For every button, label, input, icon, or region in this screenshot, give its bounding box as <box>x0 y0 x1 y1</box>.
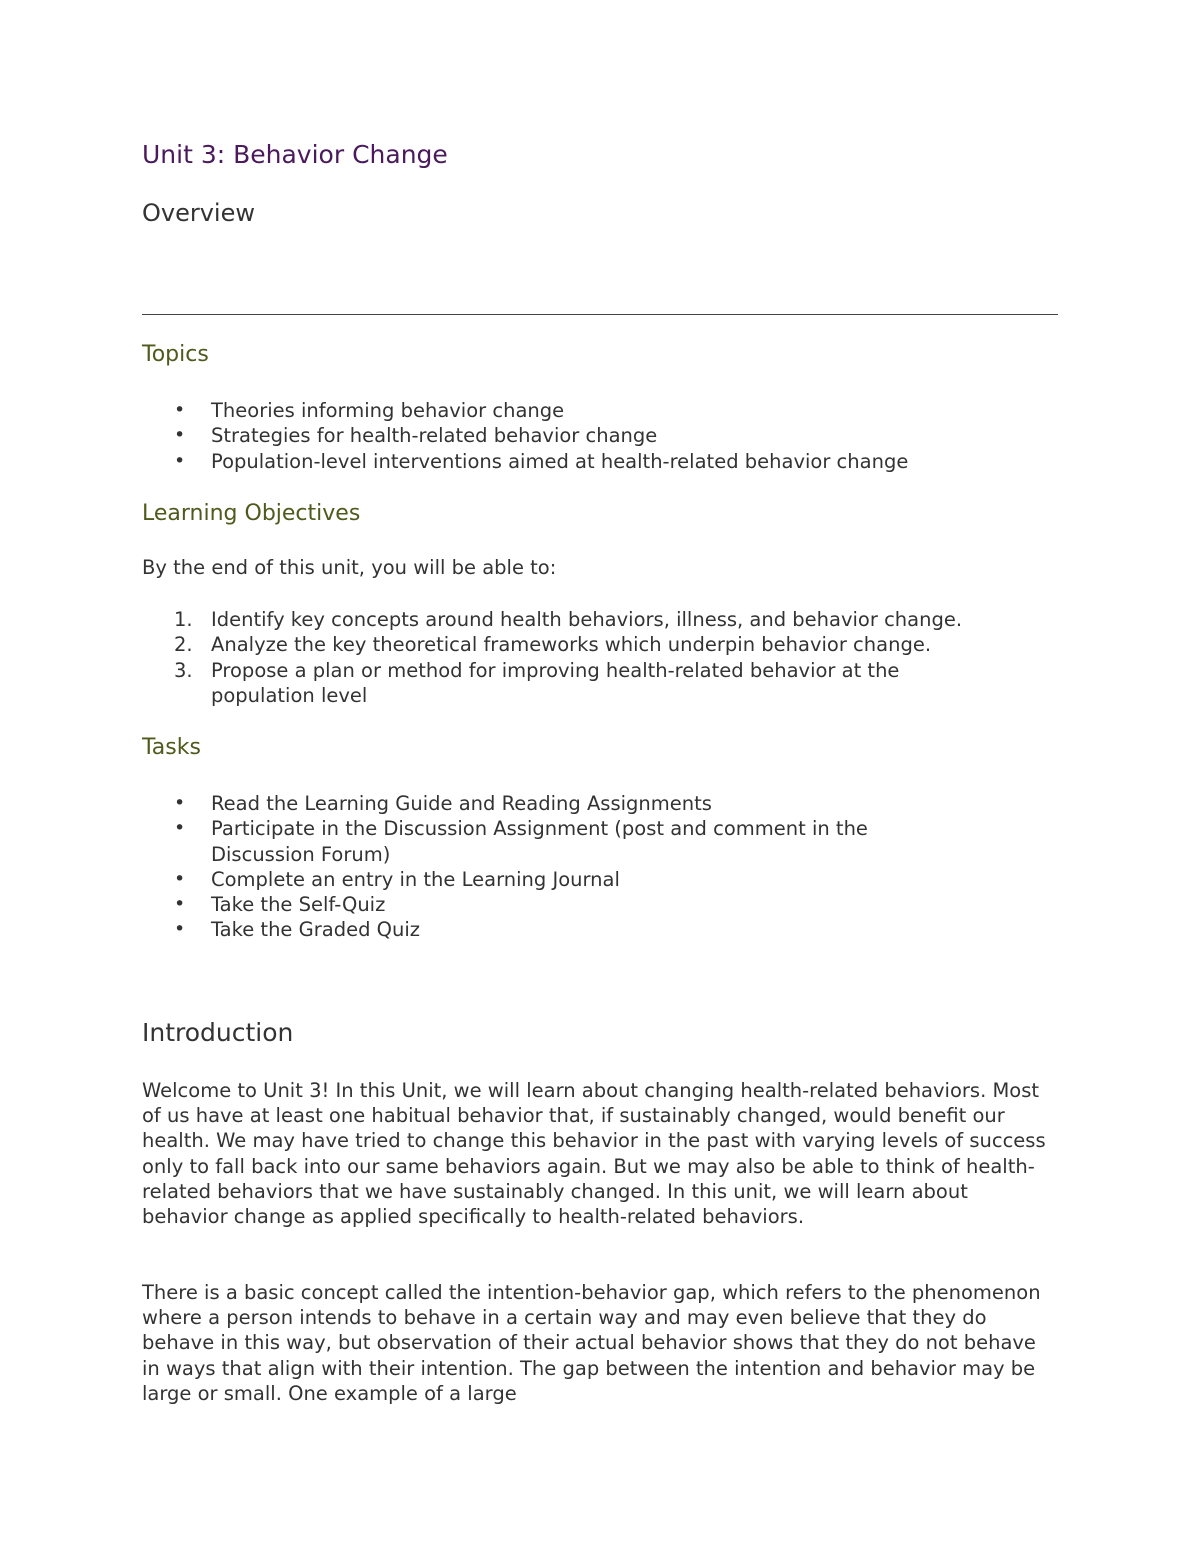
list-item <box>142 816 1058 867</box>
list-number: 1. <box>174 608 193 631</box>
page-title: Unit 3: Behavior Change <box>142 140 448 169</box>
objectives-list <box>142 607 1058 708</box>
horizontal-divider <box>142 314 1058 315</box>
task-text: Complete an entry in the Learning Journal <box>211 867 620 891</box>
topic-text: Strategies for health-related behavior change <box>211 424 658 448</box>
topic-text: Population-level interventions aimed at health-related behavior change <box>211 449 909 473</box>
task-text: Read the Learning Guide and Reading Assignments <box>211 792 712 815</box>
topics-heading: Topics <box>142 342 209 367</box>
introduction-paragraph: Welcome to Unit 3! In this Unit, we will learn about changing health-related behaviors. Most of us have at least one habitual behavior that, if sustainably changed, would benefit our health. We may have tried to change this behavior in the past with varying levels of success only to fall back into our same behaviors again. But we may also be able to think of health-related behaviors that we have sustainably changed. In this unit, we will learn about behavior change as applied specifically to health-related behaviors. <box>142 1079 1046 1229</box>
list-item <box>142 423 1058 448</box>
objective-text: Propose a plan or method for improving health-related behavior at the population level <box>211 658 900 707</box>
introduction-heading: Introduction <box>142 1018 294 1047</box>
task-text: Take the Graded Quiz <box>211 918 421 942</box>
tasks-heading: Tasks <box>142 735 201 760</box>
list-item <box>142 867 1058 892</box>
list-item <box>142 398 1058 423</box>
objectives-intro: By the end of this unit, you will be able to: <box>142 556 557 579</box>
task-text: Take the Self-Quiz <box>211 893 386 917</box>
bullet-icon: • <box>174 893 186 916</box>
topic-text: Theories informing behavior change <box>211 399 565 422</box>
introduction-paragraph: There is a basic concept called the intention-behavior gap, which refers to the phenomenon where a person intends to behave in a certain way and may even believe that they do behave in this way, but observation of their actual behavior shows that they do not behave in ways that align with their intention. The gap between the intention and behavior may be large or small. One example of a large <box>142 1281 1041 1405</box>
bullet-icon: • <box>174 918 186 941</box>
bullet-icon: • <box>174 792 186 814</box>
objective-text: Analyze the key theoretical frameworks which underpin behavior change. <box>211 633 932 657</box>
list-item <box>142 658 1058 709</box>
list-item <box>142 449 1058 474</box>
objective-text: Identify key concepts around health behaviors, illness, and behavior change. <box>211 608 963 631</box>
bullet-icon: • <box>174 867 186 890</box>
bullet-icon: • <box>174 449 186 472</box>
list-number: 2. <box>174 633 193 657</box>
list-item <box>142 892 1058 917</box>
list-item <box>142 632 1058 657</box>
bullet-icon: • <box>174 399 186 421</box>
bullet-icon: • <box>174 424 186 447</box>
objectives-heading: Learning Objectives <box>142 501 361 526</box>
overview-heading: Overview <box>142 199 255 227</box>
list-item <box>142 791 1058 816</box>
bullet-icon: • <box>174 817 186 840</box>
list-item <box>142 917 1058 942</box>
tasks-list <box>142 791 1058 943</box>
topics-list <box>142 398 1058 474</box>
list-item <box>142 607 1058 632</box>
task-text: Participate in the Discussion Assignment (post and comment in the Discussion Forum) <box>211 817 868 866</box>
list-number: 3. <box>174 658 193 682</box>
